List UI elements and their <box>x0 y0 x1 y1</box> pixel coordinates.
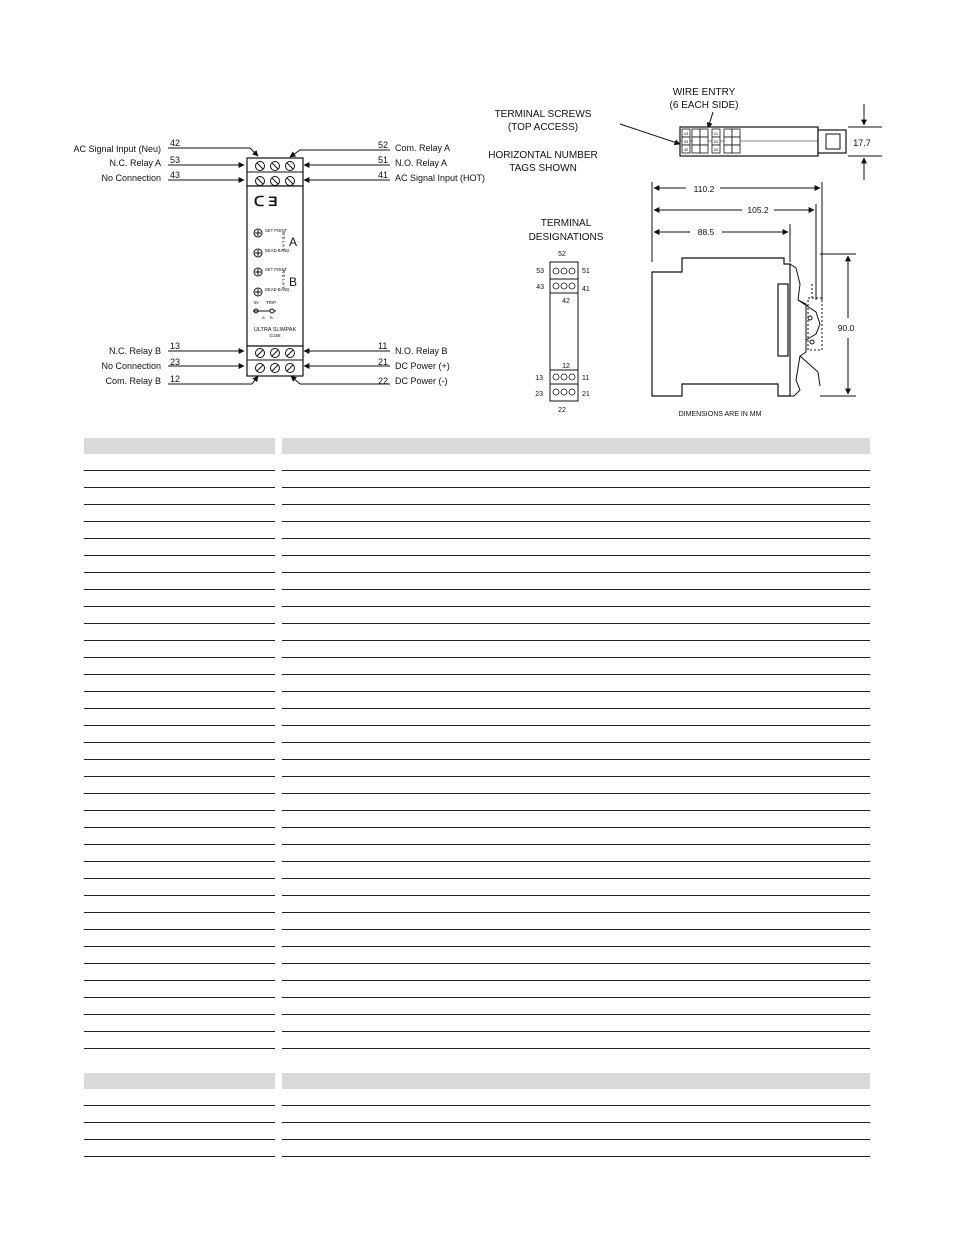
wire-label: N.O. Relay A <box>395 158 448 168</box>
dead-band-label: DEAD BAND <box>265 248 290 253</box>
table-cell <box>84 607 275 624</box>
table-row <box>84 896 870 913</box>
table-cell <box>84 709 275 726</box>
terminal-screws-callout: TERMINAL SCREWS <box>494 109 592 120</box>
dead-band-label: DEAD BAND <box>265 287 290 292</box>
wire-label: N.C. Relay B <box>108 346 161 356</box>
table-cell <box>282 1140 870 1157</box>
designation-number: 42 <box>562 298 570 305</box>
table-cell <box>282 488 870 505</box>
table-row <box>84 828 870 845</box>
led-in-label: IN <box>254 300 259 305</box>
wire-entry-callout: WIRE ENTRY <box>672 87 736 98</box>
table-row <box>84 845 870 862</box>
table-cell <box>84 947 275 964</box>
table-cell <box>282 624 870 641</box>
table-cell <box>84 879 275 896</box>
table-cell <box>282 998 870 1015</box>
table-cell <box>84 675 275 692</box>
table-cell <box>282 913 870 930</box>
table-row <box>84 658 870 675</box>
table-cell <box>84 573 275 590</box>
led-a-label: A <box>262 315 265 320</box>
module-body <box>247 158 303 376</box>
terminal-number: 23 <box>170 357 181 367</box>
table-cell <box>84 930 275 947</box>
wiring-diagram <box>73 138 485 386</box>
horizontal-tags-callout: HORIZONTAL NUMBER <box>488 150 598 161</box>
spec-table-2 <box>84 1073 870 1157</box>
terminal-number: 13 <box>170 341 181 351</box>
table-cell <box>282 862 870 879</box>
wire-label: No Connection <box>101 361 161 371</box>
designation-number: 43 <box>536 284 544 291</box>
terminal-number: 12 <box>170 374 181 384</box>
table-row <box>84 1123 870 1140</box>
table-row <box>84 556 870 573</box>
designation-number: 21 <box>582 391 590 398</box>
table-cell <box>84 641 275 658</box>
header-cell-label <box>84 438 275 454</box>
designations-title: DESIGNATIONS <box>528 232 604 243</box>
designation-number: 12 <box>562 363 570 370</box>
wire-entry-callout: (6 EACH SIDE) <box>669 100 739 111</box>
wire-label: N.O. Relay B <box>395 346 448 356</box>
table-row <box>84 794 870 811</box>
table-cell <box>282 777 870 794</box>
table-row <box>84 811 870 828</box>
table-cell <box>282 896 870 913</box>
table-row <box>84 930 870 947</box>
table-row <box>84 998 870 1015</box>
table-cell <box>84 471 275 488</box>
table-row <box>84 862 870 879</box>
table-cell <box>84 794 275 811</box>
table-cell <box>282 1106 870 1123</box>
terminal-number: 52 <box>378 140 389 150</box>
table-cell <box>282 1089 870 1106</box>
terminal-number: 21 <box>378 357 389 367</box>
table-row <box>84 590 870 607</box>
table-row <box>84 777 870 794</box>
table-row <box>84 1032 870 1049</box>
table-cell <box>84 1106 275 1123</box>
table-row <box>84 505 870 522</box>
table-header <box>84 438 870 454</box>
terminal-tag: 42 <box>683 147 689 152</box>
table-cell <box>84 522 275 539</box>
table-row <box>84 454 870 471</box>
table-cell <box>84 658 275 675</box>
table-cell <box>84 488 275 505</box>
table-row <box>84 539 870 556</box>
table-cell <box>84 692 275 709</box>
table-cell <box>84 981 275 998</box>
terminal-number: 51 <box>378 155 389 165</box>
table-row <box>84 964 870 981</box>
table-row <box>84 1106 870 1123</box>
terminal-tag: 43 <box>683 131 689 136</box>
table-cell <box>84 998 275 1015</box>
table-row <box>84 522 870 539</box>
table-row <box>84 573 870 590</box>
top-view <box>680 104 882 180</box>
table-cell <box>282 539 870 556</box>
designation-number: 53 <box>536 268 544 275</box>
relay-a-label: A <box>289 235 298 249</box>
mid-length-dimension: 105.2 <box>747 205 769 215</box>
table-cell <box>84 590 275 607</box>
terminal-screws-callout: (TOP ACCESS) <box>507 122 579 133</box>
table-row <box>84 692 870 709</box>
table-cell <box>282 981 870 998</box>
terminal-number: 43 <box>170 170 181 180</box>
table-cell <box>84 1032 275 1049</box>
terminal-number: 22 <box>378 376 389 386</box>
table-cell <box>282 675 870 692</box>
designation-number: 41 <box>582 286 590 293</box>
table-cell <box>282 1123 870 1140</box>
table-cell <box>84 777 275 794</box>
table-cell <box>282 454 870 471</box>
table-cell <box>282 641 870 658</box>
wire-label: DC Power (+) <box>395 361 450 371</box>
table-cell <box>282 556 870 573</box>
table-row <box>84 1089 870 1106</box>
table-cell <box>84 726 275 743</box>
table-row <box>84 947 870 964</box>
table-cell <box>84 845 275 862</box>
table-cell <box>282 947 870 964</box>
header-cell-value <box>282 1073 870 1089</box>
table-header <box>84 1073 870 1089</box>
dimensions-note: DIMENSIONS ARE IN MM <box>678 411 762 418</box>
wire-label: N.C. Relay A <box>109 158 161 168</box>
terminal-tag: 53 <box>683 139 689 144</box>
table-row <box>84 675 870 692</box>
horizontal-tags-callout: TAGS SHOWN <box>509 163 577 174</box>
set-point-label: SET POINT <box>265 228 288 233</box>
table-cell <box>282 845 870 862</box>
designation-number: 51 <box>582 268 590 275</box>
led-b-label: B <box>270 315 273 320</box>
wire-label: No Connection <box>101 173 161 183</box>
table-cell <box>282 607 870 624</box>
wire-label: Com. Relay A <box>395 143 451 153</box>
terminal-tag: 52 <box>713 147 719 152</box>
terminal-tag: 41 <box>713 131 719 136</box>
terminal-number: 41 <box>378 170 389 180</box>
terminal-number: 53 <box>170 155 181 165</box>
table-row <box>84 726 870 743</box>
table-cell <box>282 811 870 828</box>
table-row <box>84 1015 870 1032</box>
table-cell <box>84 556 275 573</box>
led-trip-label: TRIP <box>266 300 277 305</box>
table-cell <box>84 624 275 641</box>
table-cell <box>282 658 870 675</box>
table-cell <box>84 964 275 981</box>
table-cell <box>282 760 870 777</box>
table-cell <box>84 743 275 760</box>
side-view <box>652 182 856 418</box>
terminal-number: 42 <box>170 138 181 148</box>
table-cell <box>282 590 870 607</box>
table-cell <box>282 1032 870 1049</box>
table-cell <box>84 1123 275 1140</box>
table-cell <box>282 743 870 760</box>
table-row <box>84 624 870 641</box>
designation-number: 13 <box>535 375 543 382</box>
table-row <box>84 743 870 760</box>
table-cell <box>84 1089 275 1106</box>
table-cell <box>84 913 275 930</box>
table-cell <box>84 454 275 471</box>
height-dimension: 17.7 <box>853 138 871 148</box>
table-row <box>84 981 870 998</box>
table-row <box>84 641 870 658</box>
wiring-and-dimensions-diagram <box>0 0 954 430</box>
table-cell <box>282 828 870 845</box>
table-cell <box>282 726 870 743</box>
product-name: ULTRA SLIMPAK <box>253 327 297 333</box>
table-cell <box>282 573 870 590</box>
table-cell <box>282 964 870 981</box>
table-row <box>84 1140 870 1157</box>
terminal-tag: 51 <box>713 139 719 144</box>
designation-number: 52 <box>558 251 566 258</box>
table-cell <box>282 794 870 811</box>
wire-label: DC Power (-) <box>395 376 448 386</box>
relay-b-label: B <box>289 275 298 289</box>
table-cell <box>84 1140 275 1157</box>
wire-label: Com. Relay B <box>105 376 161 386</box>
relay-vertical-label: R E L A Y <box>281 232 286 252</box>
model-number: G158 <box>269 333 281 338</box>
table-cell <box>282 1015 870 1032</box>
designation-number: 23 <box>535 391 543 398</box>
brand-logo: ᑕ Ǝ <box>254 193 278 209</box>
height-dimension: 90.0 <box>837 323 855 333</box>
table-cell <box>282 522 870 539</box>
table-row <box>84 471 870 488</box>
table-cell <box>282 709 870 726</box>
spec-table-1 <box>84 438 870 1049</box>
table-cell <box>282 879 870 896</box>
table-cell <box>84 811 275 828</box>
table-cell <box>282 930 870 947</box>
overall-length-dimension: 110.2 <box>693 184 715 194</box>
table-cell <box>84 862 275 879</box>
table-cell <box>282 692 870 709</box>
wire-label: AC Signal Input (HOT) <box>395 173 486 183</box>
header-cell-label <box>84 1073 275 1089</box>
table-row <box>84 709 870 726</box>
set-point-label: SET POINT <box>265 267 288 272</box>
table-row <box>84 607 870 624</box>
header-cell-value <box>282 438 870 454</box>
designations-title: TERMINAL <box>540 218 592 229</box>
table-row <box>84 760 870 777</box>
table-cell <box>84 1015 275 1032</box>
table-cell <box>282 471 870 488</box>
table-cell <box>282 505 870 522</box>
wire-label: AC Signal Input (Neu) <box>73 144 161 154</box>
table-row <box>84 879 870 896</box>
table-cell <box>84 505 275 522</box>
table-cell <box>84 760 275 777</box>
table-cell <box>84 896 275 913</box>
designation-number: 22 <box>558 407 566 414</box>
table-cell <box>84 539 275 556</box>
table-row <box>84 488 870 505</box>
terminal-designations <box>529 218 604 414</box>
body-length-dimension: 88.5 <box>697 227 715 237</box>
designation-number: 11 <box>582 375 590 382</box>
terminal-number: 11 <box>378 341 388 351</box>
relay-vertical-label: R E L A Y <box>281 270 286 290</box>
table-row <box>84 913 870 930</box>
table-cell <box>84 828 275 845</box>
